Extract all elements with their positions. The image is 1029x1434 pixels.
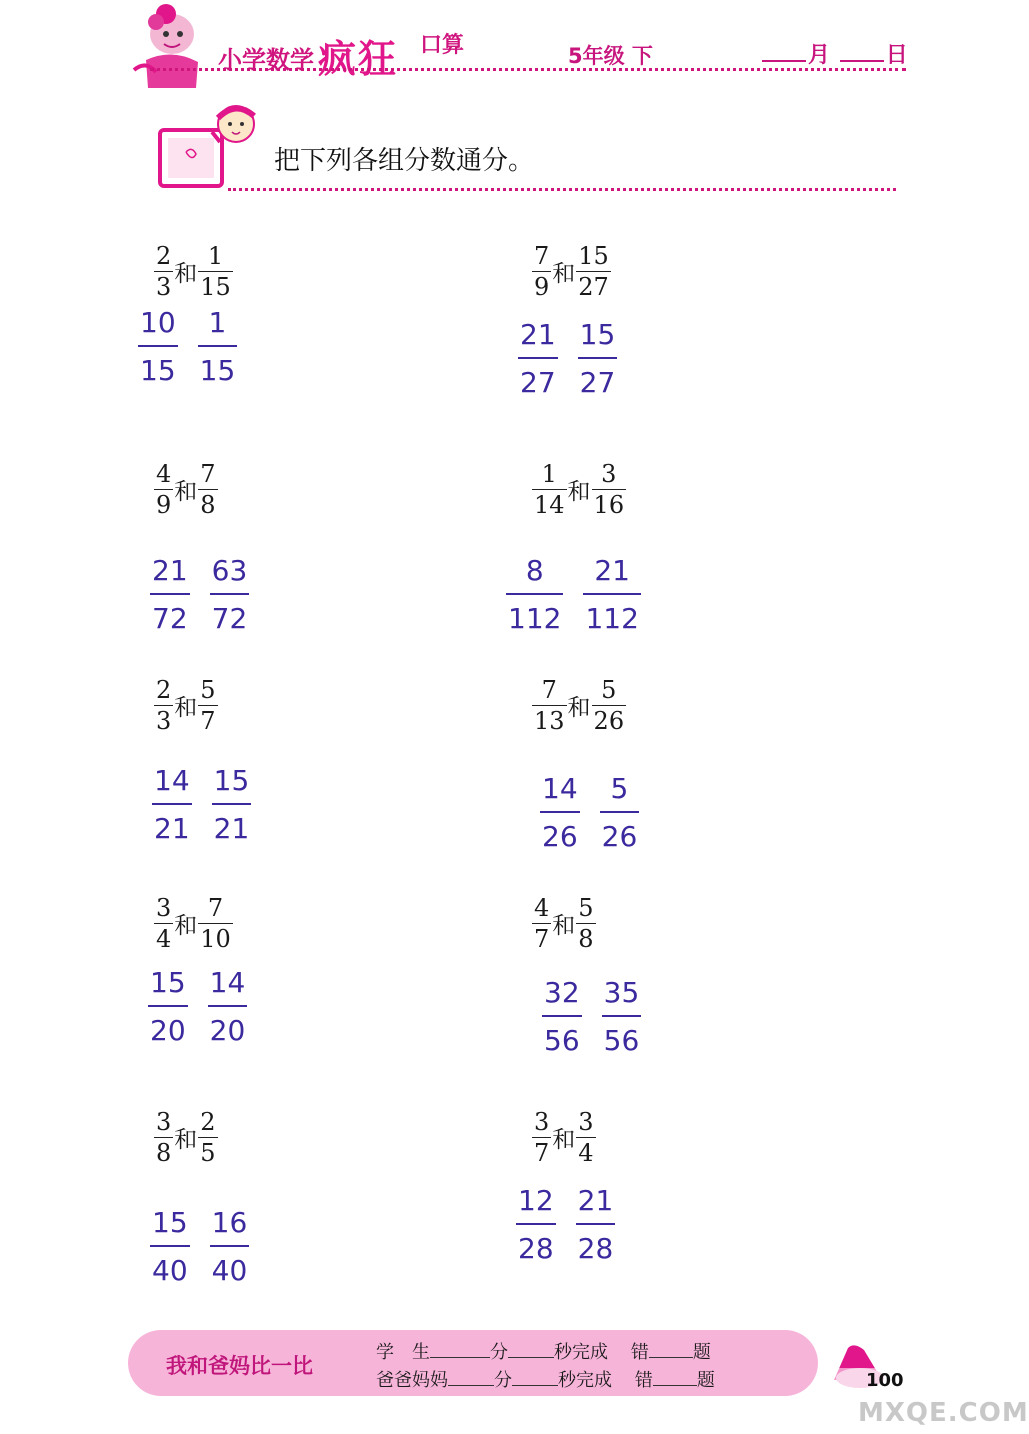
header-divider <box>150 68 906 71</box>
connector-he: 和 <box>174 261 198 287</box>
connector-he: 和 <box>552 1127 576 1153</box>
problem-6 <box>532 676 626 735</box>
problem-5 <box>154 676 218 735</box>
student-minutes-blank[interactable] <box>430 1343 490 1358</box>
problem-10 <box>532 1108 596 1167</box>
minutes-label: 分 <box>490 1342 508 1363</box>
fraction: 5 26 <box>593 676 625 735</box>
fraction: 3 4 <box>156 894 172 953</box>
fraction: 5 7 <box>200 676 216 735</box>
answer-fraction: 63 72 <box>211 554 248 635</box>
watermark-text: MXQE.COM <box>858 1398 1029 1428</box>
answer-fraction: 14 20 <box>209 966 246 1047</box>
book-title-big: 疯狂 <box>318 37 399 81</box>
parents-minutes-blank[interactable] <box>448 1371 494 1386</box>
fraction: 2 3 <box>156 242 172 301</box>
answer-fraction: 14 21 <box>154 764 190 845</box>
problem-9 <box>154 1108 218 1167</box>
fraction: 1 14 <box>534 460 565 519</box>
student-seconds-blank[interactable] <box>508 1343 554 1358</box>
footer-label: 我和爸妈比一比 <box>166 1354 313 1378</box>
date-field <box>760 38 908 69</box>
fraction: 4 9 <box>156 460 172 519</box>
mascot-girl-icon <box>126 0 226 92</box>
answer-2 <box>518 318 637 400</box>
answer-fraction: 15 20 <box>150 966 186 1047</box>
student-score-row <box>376 1338 711 1364</box>
problem-3 <box>154 460 218 519</box>
seconds-done-label: 秒完成 <box>554 1342 608 1363</box>
seconds-done-label: 秒完成 <box>558 1370 612 1391</box>
connector-he: 和 <box>174 479 198 505</box>
answer-9 <box>150 1206 269 1288</box>
book-title-small: 口算 <box>420 33 465 58</box>
answer-fraction: 5 26 <box>601 772 638 853</box>
answer-fraction: 21 72 <box>152 554 188 635</box>
answer-7 <box>148 966 267 1048</box>
answer-fraction: 35 56 <box>603 976 640 1057</box>
errors-label: 错 <box>630 1342 649 1363</box>
parents-score-row <box>376 1366 715 1392</box>
questions-label: 题 <box>692 1342 711 1363</box>
answer-fraction: 15 40 <box>152 1206 188 1287</box>
answer-fraction: 21 28 <box>577 1184 614 1265</box>
answer-10 <box>516 1184 635 1266</box>
fraction: 1 15 <box>200 242 231 301</box>
fraction: 3 16 <box>593 460 625 519</box>
connector-he: 和 <box>174 695 198 721</box>
fraction: 3 7 <box>534 1108 550 1167</box>
questions-label: 题 <box>696 1370 715 1391</box>
errors-label: 错 <box>634 1370 653 1391</box>
connector-he: 和 <box>174 1127 198 1153</box>
parents-label: 爸爸妈妈 <box>376 1370 448 1391</box>
answer-fraction: 21 27 <box>520 318 556 399</box>
connector-he: 和 <box>567 695 591 721</box>
answer-fraction: 14 26 <box>542 772 578 853</box>
student-label: 学 生 <box>376 1342 430 1363</box>
day-label: 日 <box>885 43 908 68</box>
answer-4 <box>506 554 661 636</box>
answer-fraction: 10 15 <box>140 306 176 387</box>
fraction: 15 27 <box>578 242 609 301</box>
answer-5 <box>152 764 271 846</box>
problem-1 <box>154 242 233 301</box>
answer-fraction: 8 112 <box>508 554 562 635</box>
page-number: 100 <box>866 1370 904 1391</box>
fraction: 2 3 <box>156 676 172 735</box>
minutes-label: 分 <box>494 1370 512 1391</box>
instruction-text: 把下列各组分数通分。 <box>274 146 535 176</box>
fraction: 4 7 <box>534 894 550 953</box>
fraction: 2 5 <box>200 1108 216 1167</box>
answer-fraction: 32 56 <box>544 976 580 1057</box>
month-label: 月 <box>808 43 831 68</box>
book-title: 小学数学 <box>218 46 314 74</box>
day-blank[interactable] <box>840 60 884 62</box>
connector-he: 和 <box>567 479 591 505</box>
problem-7 <box>154 894 233 953</box>
answer-fraction: 12 28 <box>518 1184 554 1265</box>
answer-3 <box>150 554 269 636</box>
fraction: 7 10 <box>200 894 231 953</box>
grade-label: 5年级 下 <box>568 44 653 68</box>
fraction: 3 8 <box>156 1108 172 1167</box>
problem-8 <box>532 894 596 953</box>
student-errors-blank[interactable] <box>649 1343 693 1358</box>
connector-he: 和 <box>174 913 198 939</box>
problem-2 <box>532 242 611 301</box>
chalkboard-girl-icon <box>150 102 270 192</box>
answer-fraction: 15 27 <box>579 318 616 399</box>
instruction-divider <box>228 188 896 191</box>
answer-6 <box>540 772 659 854</box>
answer-fraction: 16 40 <box>211 1206 248 1287</box>
connector-he: 和 <box>552 913 576 939</box>
answer-fraction: 1 15 <box>199 306 236 387</box>
parents-seconds-blank[interactable] <box>512 1371 558 1386</box>
answer-fraction: 21 112 <box>585 554 639 635</box>
answer-fraction: 15 21 <box>213 764 250 845</box>
fraction: 7 9 <box>534 242 550 301</box>
month-blank[interactable] <box>762 60 806 62</box>
answer-1 <box>138 306 257 388</box>
parents-errors-blank[interactable] <box>653 1371 697 1386</box>
fraction: 7 8 <box>200 460 216 519</box>
answer-8 <box>542 976 661 1058</box>
fraction: 7 13 <box>534 676 565 735</box>
fraction: 3 4 <box>578 1108 594 1167</box>
problem-4 <box>532 460 626 519</box>
connector-he: 和 <box>552 261 576 287</box>
fraction: 5 8 <box>578 894 594 953</box>
